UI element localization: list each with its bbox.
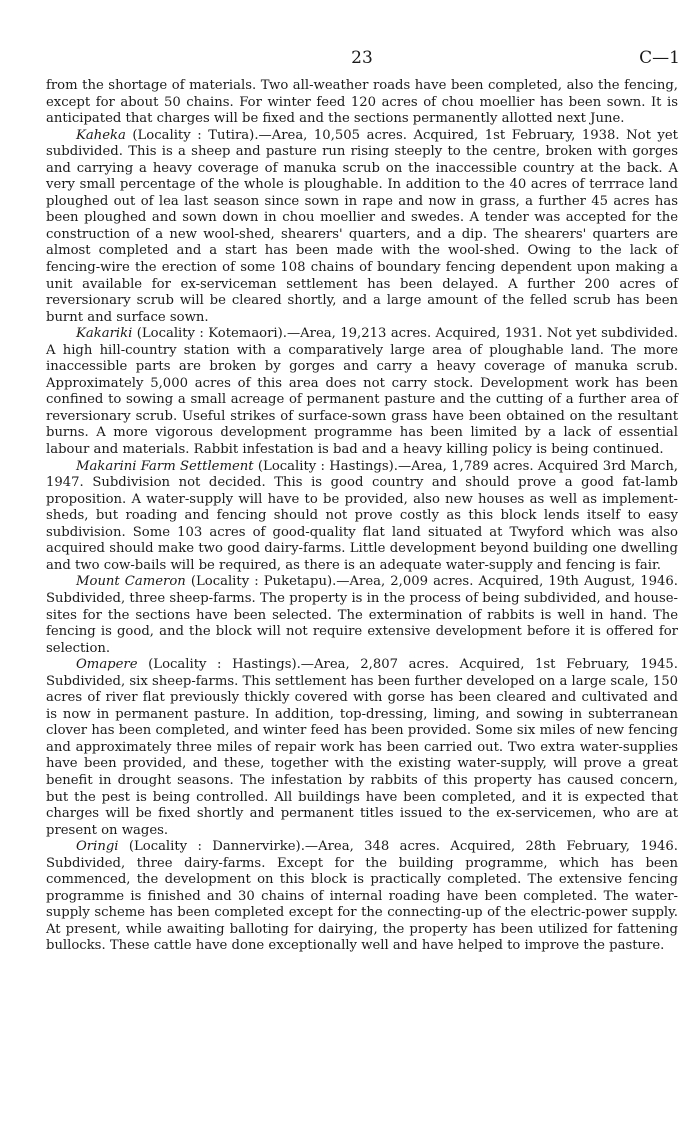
paragraph-mount-cameron <box>46 574 678 657</box>
paragraph-text: (Locality : Hastings).—Area, 2,807 acres. Acquired, 1st February, 1945. Subdivided, six sheep-farms. This settlement has been further developed on a large scale, 150 acres of river flat previously thickly covered with gorse has been cleared and cultivated and is now in permanent pasture. In addition, top-dressing, liming, and sowing in subterranean clover has been completed, and winter feed has been provided. Some six miles of new fencing and approximately three miles of repair work has been carried out. Two extra water-supplies have been provided, and these, together with the existing water-supply, will prove a great benefit in drought seasons. The infestation by rabbits of this property has caused concern, but the pest is being controlled. All buildings have been completed, and it is expected that charges will be fixed shortly and permanent titles issued to the ex-servicemen, who are at present on wages. <box>46 657 678 838</box>
paragraph-omapere <box>46 657 678 839</box>
paragraph-oringi <box>46 839 678 955</box>
settlement-name: Kakariki <box>76 326 133 342</box>
report-code: C—1 <box>639 48 680 68</box>
settlement-name: Kaheka <box>76 127 126 143</box>
paragraph-text: from the shortage of materials. Two all-weather roads have been completed, also the fencing, except for about 50 chains. For winter feed 120 acres of chou moellier has been sown. It is anticipated that charges will be fixed and the sections permanently allotted next June. <box>46 78 678 127</box>
body-text <box>46 78 678 955</box>
paragraph-text: (Locality : Puketapu).—Area, 2,009 acres. Acquired, 19th August, 1946. Subdivided, three sheep-farms. The property is in the process of being subdivided, and house-sites for the sections have been selected. The extermination of rabbits is well in hand. The fencing is good, and the block will not require extensive development before it is offered for selection. <box>46 574 678 656</box>
document-page <box>46 48 678 955</box>
page-number: 23 <box>351 48 373 68</box>
paragraph-text: (Locality : Tutira).—Area, 10,505 acres. Acquired, 1st February, 1938. Not yet subdivided. This is a sheep and pasture run rising steeply to the centre, broken with gorges and carrying a heavy coverage of manuka scrub on the inaccessible country at the back. A very small percentage of the whole is ploughable. In addition to the 40 acres of terrrace land ploughed out of lea last season since sown in rape and now in grass, a further 45 acres has been ploughed and sown down in chou moellier and swedes. A tender was accepted for the construction of a new wool-shed, shearers' quarters, and a dip. The shearers' quarters are almost completed and a start has been made with the wool-shed. Owing to the lack of fencing-wire the erection of some 108 chains of boundary fencing dependent upon making a unit available for ex-serviceman settlement has been delayed. A further 200 acres of reversionary scrub will be cleared shortly, and a large amount of the felled scrub has been burnt and surface sown. <box>46 127 678 325</box>
paragraph-text: (Locality : Dannervirke).—Area, 348 acres. Acquired, 28th February, 1946. Subdivided, three dairy-farms. Except for the building programme, which has been commenced, the development on this block is practically completed. The extensive fencing programme is finished and 30 chains of internal roading have been completed. The water-supply scheme has been completed except for the connecting-up of the electric-power supply. At present, while awaiting balloting for dairying, the property has been utilized for fattening bullocks. These cattle have done exceptionally well and have helped to improve the pasture. <box>46 839 678 954</box>
settlement-name: Mount Cameron <box>76 574 186 590</box>
paragraph-kakariki <box>46 326 678 458</box>
settlement-name: Oringi <box>76 839 119 855</box>
paragraph-text: (Locality : Kotemaori).—Area, 19,213 acres. Acquired, 1931. Not yet subdivided. A high hill-country station with a comparatively large area of ploughable land. The more inaccessible parts are broken by gorges and carry a heavy coverage of manuka scrub. Approximately 5,000 acres of this area does not carry stock. Development work has been confined to sowing a small acreage of permanent pasture and the cutting of a further area of reversionary scrub. Useful strikes of surface-sown grass have been obtained on the resultant burns. A more vigorous development programme has been limited by a lack of essential labour and materials. Rabbit infestation is bad and a heavy killing policy is being continued. <box>46 326 678 458</box>
paragraph-makarini <box>46 459 678 575</box>
settlement-name: Omapere <box>76 657 138 673</box>
page-header <box>46 48 678 78</box>
paragraph-continuation <box>46 78 678 128</box>
paragraph-kaheka <box>46 128 678 327</box>
paragraph-text: (Locality : Hastings).—Area, 1,789 acres. Acquired 3rd March, 1947. Subdivision not decided. This is good country and should prove a good fat-lamb proposition. A water-supply will have to be provided, also new houses as well as implement-sheds, but roading and fencing should not prove costly as this block lends itself to easy subdivision. Some 103 acres of good-quality flat land situated at Twyford which was also acquired should make two good dairy-farms. Little development beyond building one dwelling and two cow-bails will be required, as there is an adequate water-supply and fencing is fair. <box>46 458 679 573</box>
settlement-name: Makarini Farm Settlement <box>76 458 254 474</box>
